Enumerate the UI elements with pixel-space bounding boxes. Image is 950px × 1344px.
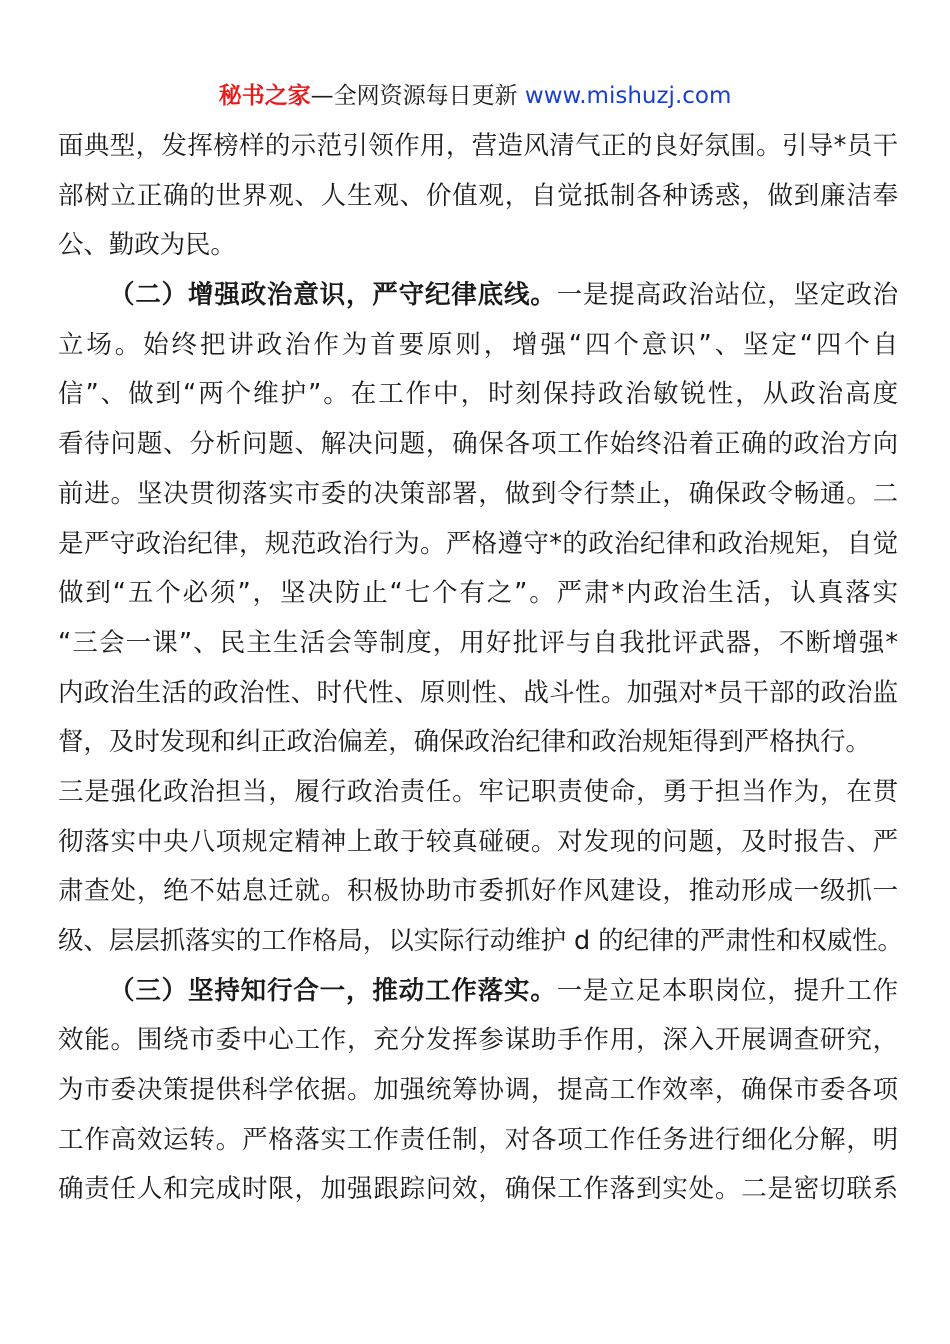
text-line-rest: 一是提高政治站位，坚定政治	[556, 280, 898, 311]
text-line: 立场。始终把讲政治作为首要原则，增强“四个意识”、坚定“四个自	[58, 329, 898, 360]
text-line: 效能。围绕市委中心工作，充分发挥参谋助手作用，深入开展调查研究，	[58, 1025, 898, 1056]
text-line: 是严守政治纪律，规范政治行为。严格遵守*的政治纪律和政治规矩，自觉	[58, 528, 898, 559]
section-heading: （二）增强政治意识，严守纪律底线。	[109, 280, 557, 311]
site-url-link[interactable]: www.mishuzj.com	[524, 83, 732, 109]
text-line: 信”、做到“两个维护”。在工作中，时刻保持政治敏锐性，从政治高度	[58, 379, 898, 410]
section-line	[58, 271, 898, 321]
text-line-rest: 一是立足本职岗位，提升工作	[556, 975, 898, 1006]
text-line: 彻落实中央八项规定精神上敢于较真碰硬。对发现的问题，及时报告、严	[58, 826, 898, 857]
text-line: 内政治生活的政治性、时代性、原则性、战斗性。加强对*员干部的政治监	[58, 677, 898, 708]
text-line: 面典型，发挥榜样的示范引领作用，营造风清气正的良好氛围。引导*员干	[58, 131, 898, 161]
section-line	[58, 967, 898, 1017]
text-line: 看待问题、分析问题、解决问题，确保各项工作始终沿着正确的政治方向	[58, 429, 898, 460]
text-line: 确责任人和完成时限，加强跟踪问效，确保工作落到实处。二是密切联系	[58, 1174, 898, 1205]
text-line: 工作高效运转。严格落实工作责任制，对各项工作任务进行细化分解，明	[58, 1124, 898, 1155]
text-line: 部树立正确的世界观、人生观、价值观，自觉抵制各种诱惑，做到廉洁奉	[58, 180, 898, 211]
text-line: “三会一课”、民主生活会等制度，用好批评与自我批评武器，不断增强*	[58, 627, 898, 658]
text-line: 三是强化政治担当，履行政治责任。牢记职责使命，勇于担当作为，在贯	[58, 776, 898, 807]
text-line: 为市委决策提供科学依据。加强统筹协调，提高工作效率，确保市委各项	[58, 1075, 898, 1106]
text-line: 督，及时发现和纠正政治偏差，确保政治纪律和政治规矩得到严格执行。	[58, 727, 871, 758]
text-line: 公、勤政为民。	[58, 230, 236, 261]
text-line: 做到“五个必须”，坚决防止“七个有之”。严肃*内政治生活，认真落实	[58, 578, 898, 609]
text-line: 前进。坚决贯彻落实市委的决策部署，做到令行禁止，确保政令畅通。二	[58, 478, 898, 509]
document-body	[58, 122, 903, 1215]
brand-name: 秘书之家	[218, 83, 311, 109]
text-line: 级、层层抓落实的工作格局，以实际行动维护 d 的纪律的严肃性和权威性。	[58, 926, 903, 956]
text-line: 肃查处，绝不姑息迁就。积极协助市委抓好作风建设，推动形成一级抓一	[58, 876, 898, 907]
section-heading: （三）坚持知行合一，推动工作落实。	[109, 975, 557, 1006]
site-header	[0, 80, 950, 112]
header-tagline: —全网资源每日更新	[310, 83, 518, 109]
